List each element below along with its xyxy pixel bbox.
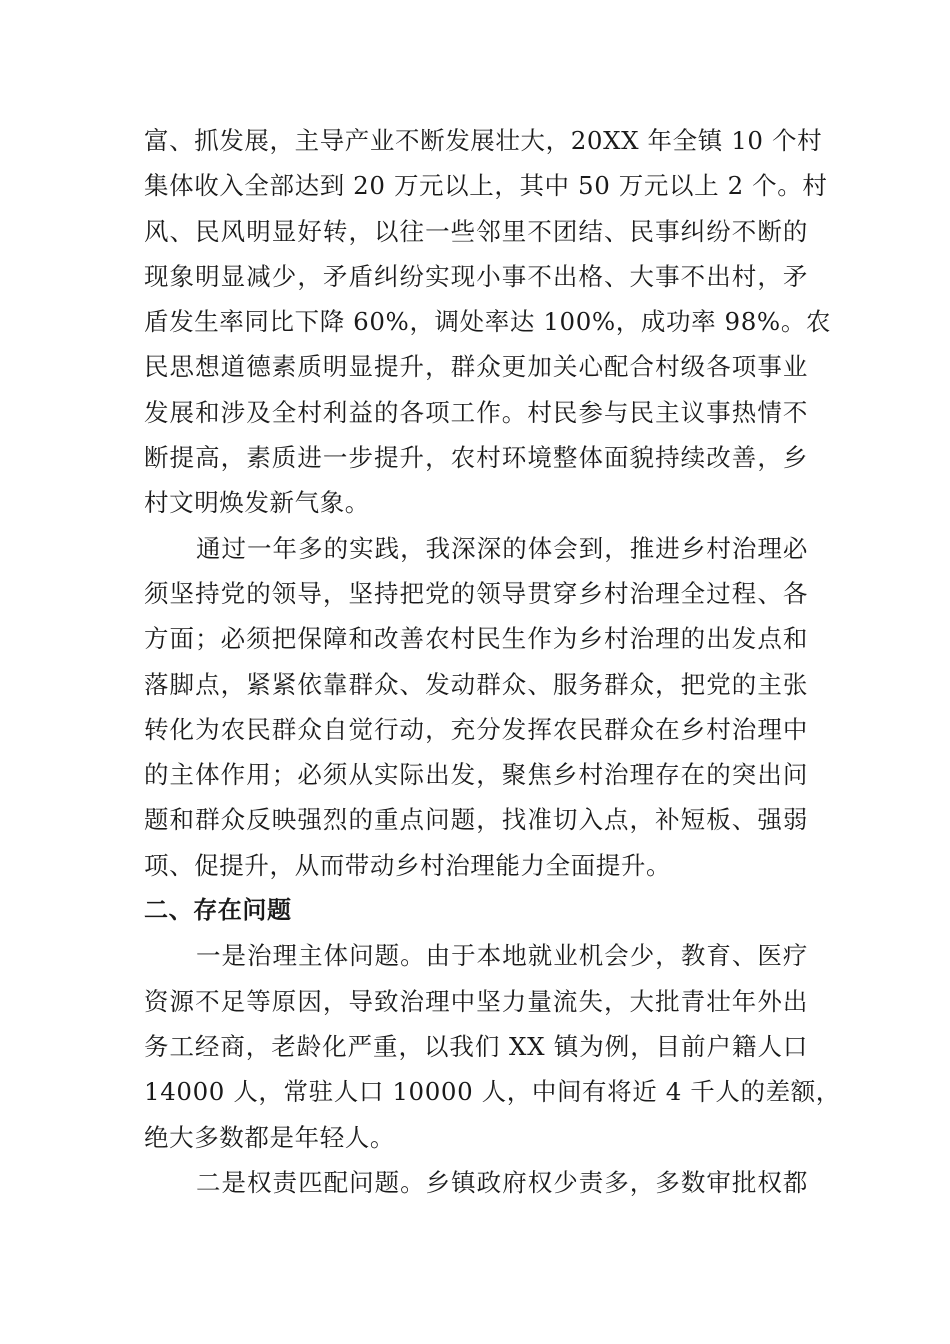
text-line: 的主体作用；必须从实际出发，聚焦乡村治理存在的突出问 (144, 760, 808, 790)
text-line: 14000 人，常驻人口 10000 人，中间有将近 4 千人的差额， (144, 1077, 841, 1107)
paragraph-power-responsibility (144, 1160, 808, 1205)
text-line: 方面；必须把保障和改善农村民生作为乡村治理的出发点和 (144, 624, 808, 654)
text-line: 风、民风明显好转，以往一些邻里不团结、民事纠纷不断的 (144, 216, 808, 246)
text-line: 通过一年多的实践，我深深的体会到，推进乡村治理必 (196, 533, 808, 563)
text-line: 一是治理主体问题。由于本地就业机会少，教育、医疗 (196, 941, 808, 971)
text-line: 发展和涉及全村利益的各项工作。村民参与民主议事热情不 (144, 397, 808, 427)
text-line: 村文明焕发新气象。 (144, 488, 370, 518)
text-line: 转化为农民群众自觉行动，充分发挥农民群众在乡村治理中 (144, 714, 808, 744)
paragraph-experience (144, 526, 808, 888)
text-line: 富、抓发展，主导产业不断发展壮大，20XX 年全镇 10 个村 (144, 126, 823, 155)
text-line: 须坚持党的领导，坚持把党的领导贯穿乡村治理全过程、各 (144, 578, 808, 608)
text-line: 务工经商，老龄化严重，以我们 XX 镇为例，目前户籍人口 (144, 1031, 808, 1061)
text-line: 落脚点，紧紧依靠群众、发动群众、服务群众，把党的主张 (144, 669, 808, 699)
text-line: 断提高，素质进一步提升，农村环境整体面貌持续改善，乡 (144, 443, 808, 473)
text-line: 现象明显减少，矛盾纠纷实现小事不出格、大事不出村，矛 (144, 261, 808, 291)
text-line: 绝大多数都是年轻人。 (144, 1122, 395, 1152)
text-line: 题和群众反映强烈的重点问题，找准切入点，补短板、强弱 (144, 805, 808, 835)
text-line: 集体收入全部达到 20 万元以上，其中 50 万元以上 2 个。村 (144, 171, 828, 201)
text-line: 二是权责匹配问题。乡镇政府权少责多，多数审批权都 (196, 1167, 808, 1197)
document-body (144, 118, 841, 1205)
text-line: 项、促提升，从而带动乡村治理能力全面提升。 (144, 850, 672, 880)
section-heading: 二、存在问题 (144, 896, 292, 925)
paragraph-achievements (144, 118, 832, 526)
text-line: 盾发生率同比下降 60%，调处率达 100%，成功率 98%。农 (144, 307, 832, 337)
text-line: 民思想道德素质明显提升，群众更加关心配合村级各项事业 (144, 352, 808, 382)
text-line: 资源不足等原因，导致治理中坚力量流失，大批青壮年外出 (144, 986, 808, 1016)
paragraph-governance-subject (144, 933, 841, 1159)
